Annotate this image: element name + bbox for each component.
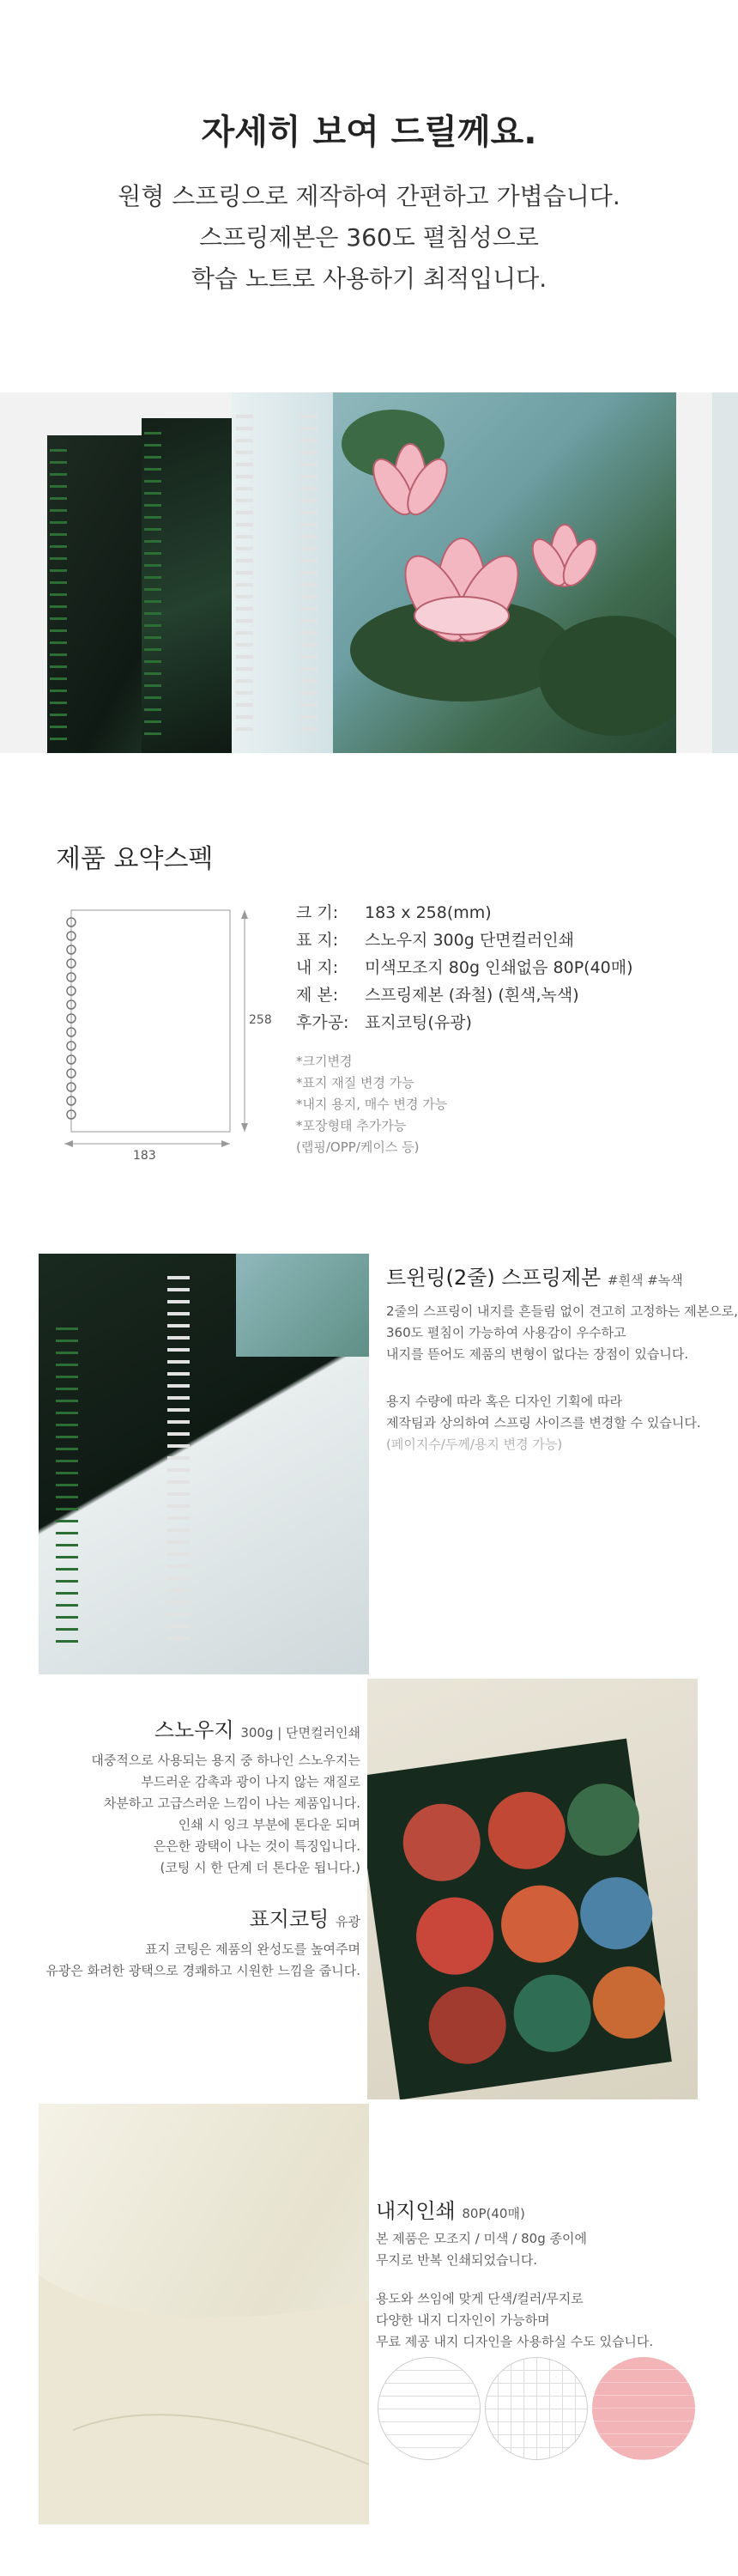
intro-line: 학습 노트로 사용하기 최적입니다.	[191, 264, 547, 293]
coat-line: 유광은 화려한 광택으로 경쾌하고 시원한 느낌을 줍니다.	[45, 1963, 360, 1978]
spec-value: 표지코팅(유광)	[365, 1013, 472, 1032]
coat-title-text: 표지코팅	[249, 1907, 330, 1931]
inner-desc	[376, 2228, 587, 2271]
spec-key: 내 지:	[296, 958, 339, 977]
spec-diagram	[56, 902, 272, 1163]
snow-title	[154, 1713, 360, 1743]
notebook-edge-right	[712, 392, 738, 753]
snow-line: 인쇄 시 잉크 부분에 톤다운 되며	[178, 1817, 360, 1832]
cover-photo	[367, 1679, 698, 2099]
spec-value: 스프링제본 (좌철) (흰색,녹색)	[365, 986, 579, 1005]
binding-tag: #흰색 #녹색	[607, 1273, 683, 1288]
spec-row	[296, 900, 492, 923]
spec-row	[296, 955, 633, 978]
inner-title	[376, 2194, 525, 2224]
binding-note: (페이지수/두께/용지 변경 가능)	[386, 1437, 563, 1452]
dim-width-label: 183	[133, 1149, 156, 1163]
spec-value: 스노우지 300g 단면컬러인쇄	[365, 931, 574, 950]
spec-note: *표지 재질 변경 가능	[296, 1075, 414, 1091]
page-title: 자세히 보여 드릴께요.	[201, 112, 537, 152]
lined-paper-sample	[378, 2357, 481, 2460]
dim-height-label: 258	[249, 1013, 272, 1027]
binding-desc	[386, 1301, 738, 1365]
spec-key: 후가공:	[296, 1013, 349, 1032]
spec-value: 미색모조지 80g 인쇄없음 80P(40매)	[365, 958, 633, 977]
grid-paper-sample	[485, 2357, 588, 2460]
binding-line: 360도 펼침이 가능하여 사용감이 우수하고	[386, 1325, 626, 1340]
spec-title: 제품 요약스펙	[56, 844, 214, 874]
coat-title	[250, 1902, 360, 1932]
snow-title-text: 스노우지	[154, 1718, 234, 1742]
inner-line: 무지로 반복 인쇄되었습니다.	[376, 2252, 538, 2268]
snow-line: 차분하고 고급스러운 느낌이 나는 제품입니다.	[103, 1795, 360, 1811]
spec-key: 크 기:	[296, 903, 339, 922]
binding-desc-2	[386, 1391, 701, 1455]
product-photo-strip	[0, 392, 738, 753]
binding-photo	[39, 1254, 369, 1674]
spec-row	[296, 982, 579, 1005]
inner-title-text: 내지인쇄	[376, 2199, 456, 2223]
snow-line: 은은한 광택이 나는 것이 특징입니다.	[153, 1838, 360, 1854]
inner-line: 용도와 쓰임에 맞게 단색/컬러/무지로	[376, 2291, 584, 2306]
spec-note: (랩핑/OPP/케이스 등)	[296, 1139, 420, 1155]
inner-line: 본 제품은 모조지 / 미색 / 80g 종이에	[376, 2231, 587, 2246]
spec-note: *내지 용지, 매수 변경 가능	[296, 1097, 448, 1112]
spec-value: 183 x 258(mm)	[365, 903, 492, 922]
snow-line: 대중적으로 사용되는 용지 중 하나인 스노우지는	[91, 1753, 360, 1768]
spec-row	[296, 1010, 472, 1033]
spec-row	[296, 927, 574, 951]
binding-title-text: 트윈링(2줄) 스프링제본	[386, 1266, 602, 1290]
snow-sub: 300g | 단면컬러인쇄	[240, 1725, 360, 1741]
spec-key: 표 지:	[296, 931, 339, 950]
binding-line: 용지 수량에 따라 혹은 디자인 기획에 따라	[386, 1394, 622, 1409]
inner-desc-2	[376, 2288, 653, 2353]
spec-note: *크기변경	[296, 1054, 353, 1069]
inner-sub: 80P(40매)	[462, 2206, 525, 2221]
intro-line: 스프링제본은 360도 펼침성으로	[199, 223, 539, 252]
binding-title	[386, 1261, 683, 1291]
binding-line: 2줄의 스프링이 내지를 흔들림 없이 견고히 고정하는 제본으로,	[386, 1303, 738, 1319]
inner-paper-photo	[39, 2104, 369, 2524]
coat-desc	[45, 1939, 360, 1982]
coat-line: 표지 코팅은 제품의 완성도를 높여주며	[145, 1941, 360, 1957]
inner-line: 무료 제공 내지 디자인을 사용하실 수도 있습니다.	[376, 2334, 654, 2349]
spec-note: *포장형태 추가가능	[296, 1118, 407, 1133]
coat-sub: 유광	[336, 1914, 360, 1929]
spec-key: 제 본:	[296, 986, 339, 1005]
inner-line: 다양한 내지 디자인이 가능하며	[376, 2312, 550, 2328]
binding-line: 내지를 뜯어도 제품의 변형이 없다는 장점이 있습니다.	[386, 1346, 689, 1362]
binding-line: 제작팀과 상의하여 스프링 사이즈를 변경할 수 있습니다.	[386, 1415, 701, 1431]
pink-paper-sample	[592, 2357, 695, 2460]
lotus-cover-photo	[333, 392, 676, 753]
snow-desc	[91, 1750, 360, 1879]
snow-line: 부드러운 감촉과 광이 나지 않는 재질로	[141, 1774, 360, 1789]
intro-line: 원형 스프링으로 제작하여 간편하고 가볍습니다.	[118, 182, 620, 210]
notebook-outline-icon	[56, 902, 266, 1163]
intro-text	[0, 176, 738, 300]
snow-line: (코팅 시 한 단계 더 톤다운 됩니다.)	[160, 1860, 360, 1875]
